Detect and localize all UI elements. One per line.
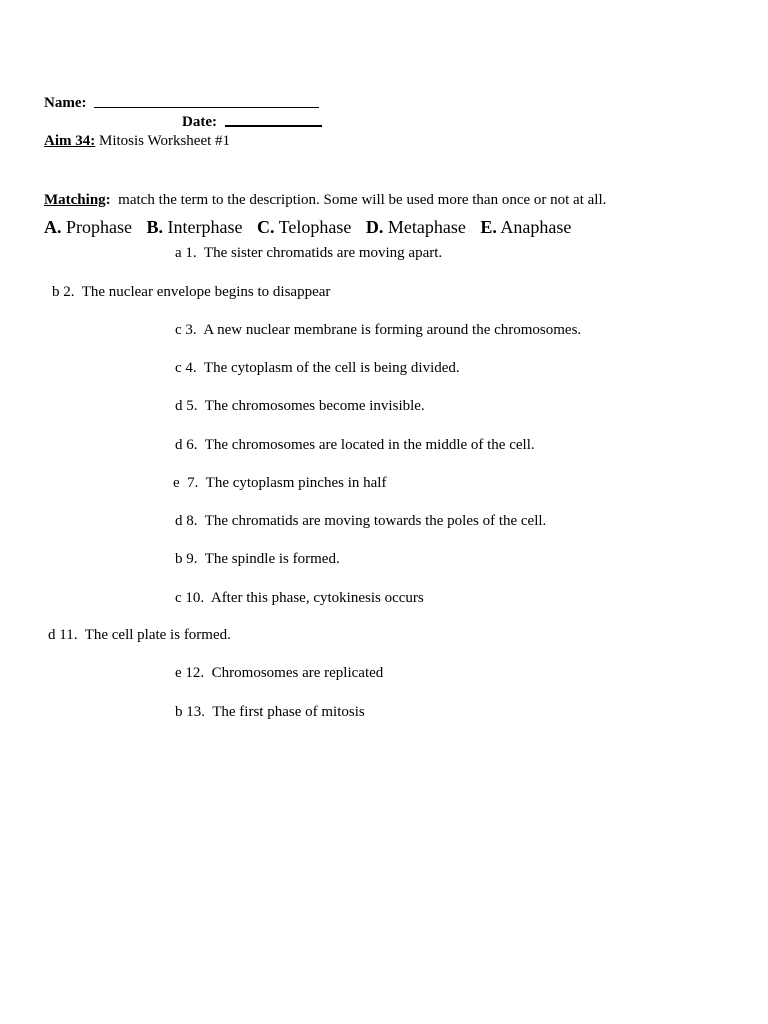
matching-item-8 (175, 514, 546, 529)
item-text: The cell plate is formed. (84, 627, 231, 643)
matching-item-1 (175, 246, 442, 261)
item-answer[interactable]: b (52, 284, 60, 300)
choice-term-c: Telophase (278, 217, 352, 237)
choice-letter-d: D. (365, 217, 384, 237)
item-text: The chromatids are moving towards the poles of the cell. (204, 513, 547, 529)
item-text: The cytoplasm of the cell is being divided. (203, 360, 460, 376)
choice-term-d: Metaphase (387, 217, 466, 237)
item-text: After this phase, cytokinesis occurs (210, 590, 424, 606)
item-text: Chromosomes are replicated (211, 665, 384, 681)
matching-item-2 (52, 285, 330, 300)
matching-item-13 (175, 705, 365, 720)
item-answer[interactable]: d (48, 627, 56, 643)
choices-row (44, 218, 571, 236)
name-blank-line[interactable] (94, 107, 319, 108)
choice-letter-e: E. (480, 217, 497, 237)
item-text: The spindle is formed. (204, 551, 340, 567)
item-text: The sister chromatids are moving apart. (203, 245, 443, 261)
item-answer[interactable]: d (175, 437, 183, 453)
matching-item-12 (175, 666, 383, 681)
matching-item-5 (175, 399, 425, 414)
matching-item-11 (48, 628, 231, 643)
choice-letter-a: A. (44, 217, 62, 237)
matching-item-9 (175, 552, 340, 567)
date-label: Date: (182, 114, 217, 130)
matching-instructions (44, 193, 606, 208)
item-answer[interactable]: c (175, 360, 182, 376)
item-answer[interactable]: d (175, 513, 183, 529)
item-text: The chromosomes become invisible. (204, 398, 425, 414)
matching-item-10 (175, 591, 424, 606)
choice-term-a: Prophase (66, 217, 132, 237)
matching-item-4 (175, 361, 460, 376)
choice-letter-c: C. (256, 217, 275, 237)
aim-title: Mitosis Worksheet #1 (95, 133, 231, 149)
item-answer[interactable]: c (175, 590, 182, 606)
choice-term-e: Anaphase (500, 217, 572, 237)
item-text: The chromosomes are located in the middle of the cell. (204, 437, 535, 453)
item-number: 12. (185, 665, 205, 681)
matching-text: match the term to the description. Some will be used more than once or not at all. (118, 192, 607, 208)
item-number: 1. (185, 245, 197, 261)
item-answer[interactable]: c (175, 322, 182, 338)
item-text: A new nuclear membrane is forming around the chromosomes. (203, 322, 582, 338)
item-number: 10. (185, 590, 205, 606)
date-blank-line[interactable] (225, 125, 322, 127)
name-label: Name: (44, 95, 87, 111)
item-number: 13. (186, 704, 205, 720)
choice-term-b: Interphase (167, 217, 243, 237)
matching-item-6 (175, 438, 535, 453)
item-answer[interactable]: e (173, 475, 180, 491)
item-text: The nuclear envelope begins to disappear (81, 284, 331, 300)
aim-heading (44, 134, 230, 149)
item-answer[interactable]: a (175, 245, 182, 261)
aim-label: Aim 34: (44, 133, 96, 149)
choice-letter-b: B. (146, 217, 164, 237)
item-answer[interactable]: e (175, 665, 182, 681)
item-answer[interactable]: b (175, 704, 183, 720)
item-answer[interactable]: d (175, 398, 183, 414)
item-number: 3. (185, 322, 197, 338)
item-number: 11. (59, 627, 78, 643)
matching-item-7 (173, 476, 386, 491)
item-answer[interactable]: b (175, 551, 183, 567)
item-number: 7. (187, 475, 199, 491)
matching-label: Matching (44, 192, 106, 208)
matching-colon: : (105, 192, 111, 208)
item-text: The first phase of mitosis (212, 704, 365, 720)
item-number: 2. (63, 284, 75, 300)
item-number: 9. (186, 551, 198, 567)
item-text: The cytoplasm pinches in half (205, 475, 387, 491)
item-number: 4. (185, 360, 197, 376)
item-number: 5. (186, 398, 198, 414)
item-number: 6. (186, 437, 198, 453)
item-number: 8. (186, 513, 198, 529)
matching-item-3 (175, 323, 581, 338)
